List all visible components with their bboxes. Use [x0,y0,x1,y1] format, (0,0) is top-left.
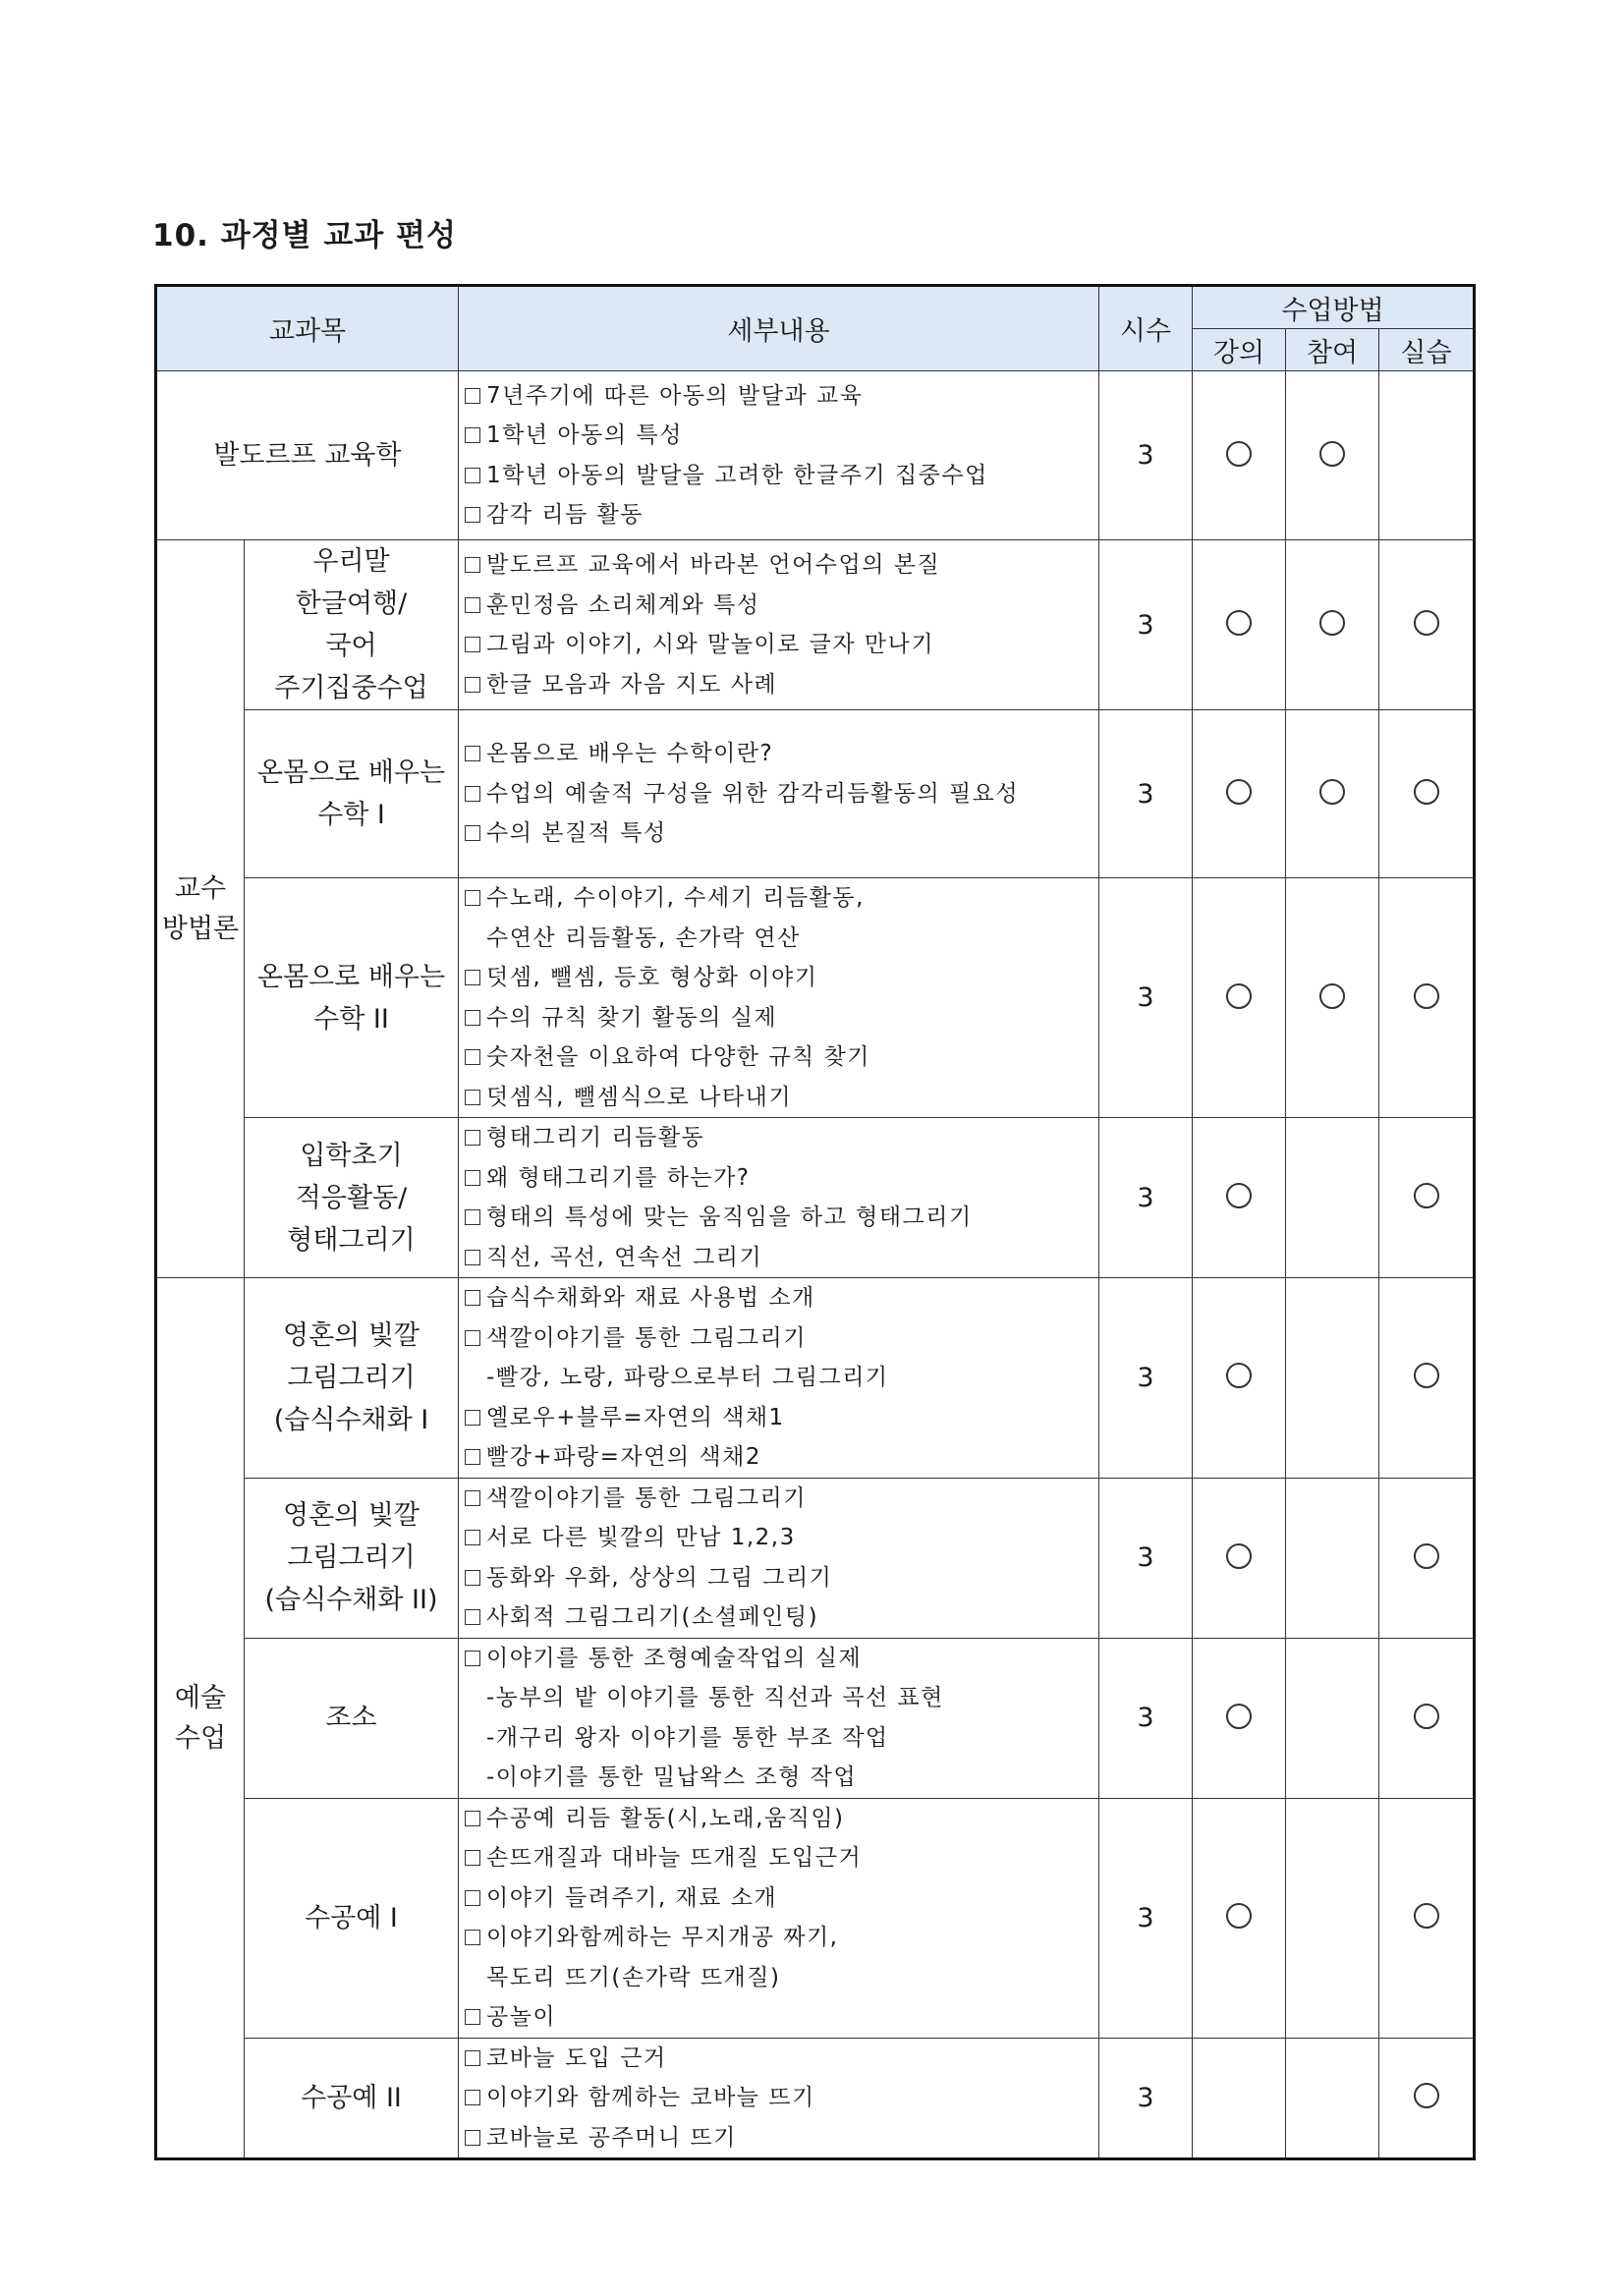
detail-text: 코바늘 도입 근거 [486,2044,667,2071]
table-row [156,1278,1475,1479]
method-practice-cell [1379,1478,1475,1638]
header-participation: 참여 [1286,329,1379,371]
detail-text: -이야기를 통한 밀납왁스 조형 작업 [486,1764,858,1790]
detail-line [465,1238,1098,1278]
detail-text: 수연산 리듬활동, 손가락 연산 [486,924,801,951]
detail-line [465,1718,1098,1759]
header-details: 세부내용 [459,286,1099,371]
hours-cell: 3 [1099,878,1193,1118]
detail-text: 온몸으로 배우는 수학이란? [486,741,774,767]
checkbox-icon [465,597,480,613]
checkbox-icon [465,1651,480,1666]
detail-line [465,958,1098,998]
subject-line: 조소 [325,1703,377,1733]
details-cell [459,710,1099,878]
method-participation-cell [1286,1638,1379,1798]
checkbox-icon [465,1890,480,1906]
detail-text: -개구리 왕자 이야기를 통한 부조 작업 [486,1724,889,1751]
circle-mark-icon [1414,1543,1439,1569]
detail-text: 목도리 뜨기(손가락 뜨개질) [486,1964,781,1990]
page-title: 10. 과정별 교과 편성 [152,218,457,253]
hours-cell: 3 [1099,371,1193,540]
detail-text: -빨강, 노랑, 파랑으로부터 그림그리기 [486,1365,889,1390]
detail-line [465,1198,1098,1238]
circle-mark-icon [1319,441,1345,467]
checkbox-icon [465,2090,480,2105]
detail-line [465,416,1098,456]
method-participation-cell [1286,878,1379,1118]
detail-text: 색깔이야기를 통한 그림그리기 [486,1484,807,1511]
detail-text: 1학년 아동의 발달을 고려한 한글주기 집중수업 [486,462,988,488]
detail-text: 덧셈, 뺄셈, 등호 형상화 이야기 [486,965,818,990]
table-row [156,878,1475,1118]
circle-mark-icon [1319,610,1345,636]
checkbox-icon [465,468,480,483]
details-cell [459,1478,1099,1638]
checkbox-icon [465,890,480,906]
checkbox-icon [465,970,480,985]
detail-text: -농부의 밭 이야기를 통한 직선과 곡선 표현 [486,1685,944,1710]
subject-cell: 발도르프 교육학 [156,371,459,540]
checkbox-icon [465,1130,480,1146]
hours-cell: 3 [1099,540,1193,710]
method-lecture-cell [1193,2038,1286,2159]
detail-text: 색깔이야기를 통한 그림그리기 [486,1324,807,1351]
hours-cell: 3 [1099,1278,1193,1479]
method-participation-cell [1286,371,1379,540]
detail-text: 공놀이 [486,2004,557,2030]
circle-mark-icon [1226,983,1252,1009]
header-practice: 실습 [1379,329,1475,371]
detail-line [465,1518,1098,1558]
details-cell [459,1118,1099,1278]
detail-text: 그림과 이야기, 시와 말놀이로 글자 만나기 [486,632,935,657]
method-participation-cell [1286,540,1379,710]
hours-cell: 3 [1099,2038,1193,2159]
checkbox-icon [465,1330,480,1346]
detail-line [465,1118,1098,1158]
details-cell [459,878,1099,1118]
subject-line: 수학 I [317,800,385,830]
detail-line [465,456,1098,496]
checkbox-icon [465,786,480,802]
category-line: 예술 [174,1682,227,1713]
detail-text: 손뜨개질과 대바늘 뜨개질 도입근거 [486,1845,863,1871]
table-row [156,2038,1475,2159]
detail-text: 수노래, 수이야기, 수세기 리듬활동, [486,885,865,911]
detail-line [465,1997,1098,2038]
subject-cell [245,710,459,878]
subject-line: 영혼의 빛깔 [283,1319,420,1351]
detail-text: 발도르프 교육에서 바라본 언어수업의 본질 [486,552,941,578]
detail-line [465,1278,1098,1318]
checkbox-icon [465,1570,480,1586]
detail-line [465,1158,1098,1199]
hours-cell: 3 [1099,1478,1193,1638]
checkbox-icon [465,1010,480,1026]
method-practice-cell [1379,540,1475,710]
circle-mark-icon [1414,1903,1439,1929]
checkbox-icon [465,1609,480,1625]
subject-cell [245,878,459,1118]
detail-text: 7년주기에 따른 아동의 발달과 교육 [486,382,864,409]
detail-line [465,1558,1098,1598]
detail-line [465,1479,1098,1519]
detail-text: 이야기 들려주기, 재료 소개 [486,1884,778,1911]
method-lecture-cell [1193,1118,1286,1278]
method-practice-cell [1379,878,1475,1118]
checkbox-icon [465,557,480,573]
detail-line [465,545,1098,586]
detail-text: 수공예 리듬 활동(시,노래,움직임) [486,1805,845,1831]
detail-line [465,1678,1098,1718]
detail-line [465,774,1098,814]
details-cell [459,1638,1099,1798]
circle-mark-icon [1414,1363,1439,1388]
detail-line [465,2039,1098,2079]
subject-cell [245,1798,459,2038]
checkbox-icon [465,1209,480,1225]
circle-mark-icon [1414,779,1439,805]
checkbox-icon [465,507,480,523]
circle-mark-icon [1226,1183,1252,1208]
details-cell [459,1278,1099,1479]
checkbox-icon [465,1930,480,1945]
checkbox-icon [465,427,480,443]
circle-mark-icon [1226,1363,1252,1388]
method-lecture-cell [1193,878,1286,1118]
circle-mark-icon [1414,983,1439,1009]
checkbox-icon [465,2050,480,2066]
circle-mark-icon [1226,441,1252,467]
detail-line [465,878,1098,919]
circle-mark-icon [1226,1903,1252,1929]
category-line: 방법론 [161,914,240,944]
subject-cell [245,2038,459,2159]
circle-mark-icon [1226,1543,1252,1569]
detail-line [465,1799,1098,1839]
detail-text: 이야기를 통한 조형예술작업의 실제 [486,1645,863,1671]
detail-line [465,1318,1098,1359]
method-participation-cell [1286,1798,1379,2038]
method-lecture-cell [1193,1278,1286,1479]
checkbox-icon [465,1530,480,1545]
hours-cell: 3 [1099,1118,1193,1278]
circle-mark-icon [1414,2083,1439,2108]
checkbox-icon [465,388,480,404]
circle-mark-icon [1319,983,1345,1009]
method-lecture-cell [1193,1798,1286,2038]
detail-line [465,1078,1098,1118]
checkbox-icon [465,1850,480,1866]
checkbox-icon [465,1049,480,1065]
subject-line: 한글여행/ [295,588,408,619]
method-lecture-cell [1193,710,1286,878]
checkbox-icon [465,1290,480,1306]
detail-line [465,376,1098,417]
subject-cell [245,540,459,710]
detail-text: 형태그리기 리듬활동 [486,1125,705,1150]
method-practice-cell [1379,2038,1475,2159]
method-participation-cell [1286,1478,1379,1638]
detail-text: 훈민정음 소리체계와 특성 [486,591,760,618]
method-practice-cell [1379,1798,1475,2038]
checkbox-icon [465,1090,480,1105]
checkbox-icon [465,1811,480,1826]
subject-line: (습식수채화 I [273,1404,429,1435]
checkbox-icon [465,2009,480,2025]
method-participation-cell [1286,2038,1379,2159]
detail-line [465,1358,1098,1398]
subject-line: 그림그리기 [287,1542,416,1573]
category-line: 교수 [174,873,227,904]
detail-line [465,1878,1098,1919]
detail-line [465,665,1098,705]
detail-text: 사회적 그림그리기(소셜페인팅) [486,1604,819,1630]
detail-line [465,1838,1098,1878]
method-practice-cell [1379,1118,1475,1278]
detail-line [465,586,1098,626]
hours-cell: 3 [1099,1638,1193,1798]
subject-cell [245,1118,459,1278]
detail-line [465,1398,1098,1438]
category-cell [156,1278,245,2159]
circle-mark-icon [1226,610,1252,636]
subject-line: 수공예 II [301,2082,402,2113]
detail-text: 수의 규칙 찾기 활동의 실제 [486,1004,778,1031]
subject-line: 우리말 [312,546,390,577]
checkbox-icon [465,825,480,841]
hours-cell: 3 [1099,1798,1193,2038]
category-line: 수업 [174,1722,227,1754]
method-practice-cell [1379,1278,1475,1479]
detail-line [465,1639,1098,1679]
detail-text: 덧셈식, 뺄셈식으로 나타내기 [486,1084,793,1110]
detail-text: 수업의 예술적 구성을 위한 감각리듬활동의 필요성 [486,780,1020,807]
detail-text: 한글 모음과 자음 지도 사례 [486,671,778,698]
subject-line: 온몸으로 배우는 [256,961,446,992]
detail-line [465,2078,1098,2118]
header-subject: 교과목 [156,286,459,371]
method-practice-cell [1379,710,1475,878]
subject-line: (습식수채화 II) [264,1585,438,1615]
table-body [156,371,1475,2159]
detail-text: 직선, 곡선, 연속선 그리기 [486,1244,763,1270]
subject-cell [245,1638,459,1798]
method-lecture-cell [1193,1478,1286,1638]
subject-line: 그림그리기 [287,1362,416,1393]
method-participation-cell [1286,1278,1379,1479]
detail-text: 감각 리듬 활동 [486,502,644,528]
detail-text: 습식수채화와 재료 사용법 소개 [486,1285,815,1311]
subject-cell [245,1278,459,1479]
subject-line: 국어 [325,631,377,661]
detail-text: 이야기와 함께하는 코바늘 뜨기 [486,2085,815,2110]
subject-line: 온몸으로 배우는 [256,757,446,788]
detail-line [465,1037,1098,1078]
detail-text: 1학년 아동의 특성 [486,422,683,448]
circle-mark-icon [1226,779,1252,805]
table-row [156,1118,1475,1278]
subject-line: 적응활동/ [295,1182,408,1213]
checkbox-icon [465,1250,480,1265]
circle-mark-icon [1414,1183,1439,1208]
details-cell [459,2038,1099,2159]
detail-text: 빨강+파랑=자연의 색채2 [486,1444,761,1470]
detail-text: 숫자천을 이요하여 다양한 규칙 찾기 [486,1044,871,1070]
category-cell [156,540,245,1278]
details-cell [459,540,1099,710]
circle-mark-icon [1414,610,1439,636]
detail-text: 형태의 특성에 맞는 움직임을 하고 형태그리기 [486,1204,973,1230]
checkbox-icon [465,637,480,652]
detail-line [465,495,1098,535]
checkbox-icon [465,1449,480,1465]
detail-text: 동화와 우화, 상상의 그림 그리기 [486,1564,833,1591]
table-row [156,1478,1475,1638]
header-method: 수업방법 [1193,286,1475,329]
subject-line: 주기집중수업 [274,673,428,703]
table-row [156,371,1475,540]
circle-mark-icon [1414,1704,1439,1729]
detail-text: 옐로우+블루=자연의 색채1 [486,1404,785,1430]
method-participation-cell [1286,1118,1379,1278]
checkbox-icon [465,1490,480,1506]
detail-text: 서로 다른 빛깔의 만남 1,2,3 [486,1525,796,1550]
method-participation-cell [1286,710,1379,878]
method-lecture-cell [1193,1638,1286,1798]
circle-mark-icon [1226,1704,1252,1729]
subject-line: 영혼의 빛깔 [283,1500,420,1531]
detail-text: 수의 본질적 특성 [486,820,667,847]
detail-line [465,1437,1098,1478]
checkbox-icon [465,2130,480,2146]
detail-text: 왜 형태그리기를 하는가? [486,1164,751,1191]
details-cell [459,371,1099,540]
details-cell [459,1798,1099,2038]
detail-text: 코바늘로 공주머니 뜨기 [486,2124,737,2151]
table-row [156,1638,1475,1798]
checkbox-icon [465,677,480,693]
table-row [156,710,1475,878]
detail-line [465,2118,1098,2158]
header-lecture: 강의 [1193,329,1286,371]
detail-line [465,998,1098,1038]
detail-line [465,1597,1098,1638]
checkbox-icon [465,1410,480,1426]
detail-text: 이야기와함께하는 무지개공 짜기, [486,1925,839,1950]
detail-line [465,625,1098,665]
table-row [156,540,1475,710]
detail-line [465,1758,1098,1798]
subject-line: 수공예 I [305,1902,398,1933]
detail-line [465,1958,1098,1998]
detail-line [465,813,1098,854]
detail-line [465,919,1098,959]
circle-mark-icon [1319,779,1345,805]
method-lecture-cell [1193,540,1286,710]
method-practice-cell [1379,1638,1475,1798]
subject-cell [245,1478,459,1638]
detail-line [465,1918,1098,1958]
checkbox-icon [465,746,480,761]
table-row [156,1798,1475,2038]
subject-line: 수학 II [313,1003,389,1035]
checkbox-icon [465,1170,480,1186]
detail-line [465,734,1098,774]
header-hours: 시수 [1099,286,1193,371]
method-practice-cell [1379,371,1475,540]
method-lecture-cell [1193,371,1286,540]
subject-line: 형태그리기 [287,1224,416,1256]
hours-cell: 3 [1099,710,1193,878]
curriculum-table [154,284,1476,2160]
subject-line: 입학초기 [300,1140,403,1171]
